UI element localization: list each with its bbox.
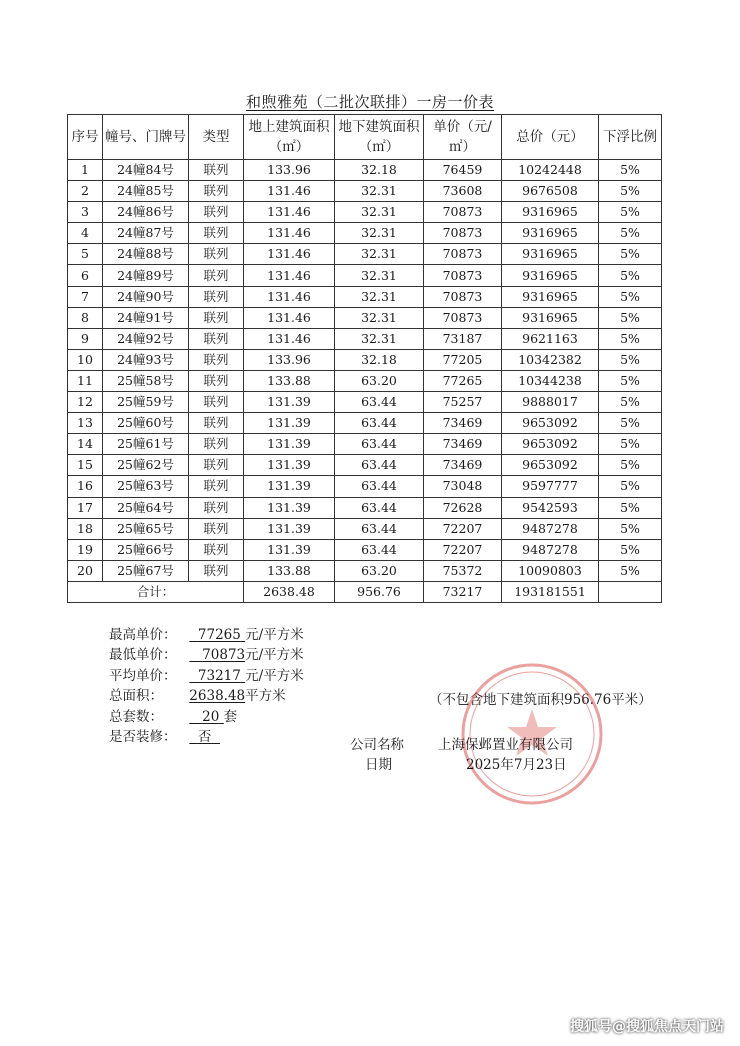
cell-row-number: 17 [68, 497, 103, 518]
summary-value: 70873 [202, 647, 246, 664]
cell-row-number: 10 [68, 349, 103, 370]
cell-above-ground-area: 131.46 [244, 265, 335, 286]
cell-below-ground-area: 63.44 [335, 392, 424, 413]
price-table [67, 114, 662, 603]
table-row [68, 160, 662, 181]
cell-above-ground-area: 131.46 [244, 223, 335, 244]
cell-below-ground-area: 63.20 [335, 560, 424, 581]
cell-row-number: 6 [68, 265, 103, 286]
cell-below-ground-area: 63.20 [335, 370, 424, 391]
cell-unit-number: 24幢93号 [103, 349, 189, 370]
cell-unit-price: 75372 [424, 560, 502, 581]
cell-unit-number: 24幢91号 [103, 307, 189, 328]
cell-above-ground-area: 131.46 [244, 286, 335, 307]
cell-above-ground-area: 131.46 [244, 328, 335, 349]
summary-unit: 套 [223, 708, 238, 725]
cell-unit-number: 25幢63号 [103, 476, 189, 497]
cell-below-ground-area: 63.44 [335, 434, 424, 455]
document-title [0, 91, 740, 112]
cell-unit-number: 24幢89号 [103, 265, 189, 286]
header-cell: 总价（元） [502, 115, 599, 160]
cell-above-ground-area: 133.96 [244, 349, 335, 370]
cell-below-ground-area: 63.44 [335, 413, 424, 434]
table-row [68, 413, 662, 434]
cell-discount-rate: 5% [599, 560, 662, 581]
summary-total-area [109, 686, 304, 706]
cell-row-number: 7 [68, 286, 103, 307]
summary-label: 平均单价： [109, 667, 177, 684]
cell-total-price: 10342382 [502, 349, 599, 370]
cell-unit-price: 77205 [424, 349, 502, 370]
cell-unit-number: 25幢67号 [103, 560, 189, 581]
cell-discount-rate: 5% [599, 392, 662, 413]
cell-total-price: 9487278 [502, 539, 599, 560]
cell-unit-number: 24幢90号 [103, 286, 189, 307]
cell-discount-rate: 5% [599, 181, 662, 202]
cell-unit-number: 25幢64号 [103, 497, 189, 518]
table-row [68, 286, 662, 307]
cell-unit-price: 70873 [424, 265, 502, 286]
cell-above-ground-area: 133.88 [244, 560, 335, 581]
area-note: （不包含地下建筑面积956.76平米） [429, 692, 652, 708]
cell-unit-price: 73469 [424, 455, 502, 476]
cell-below-ground-area: 32.31 [335, 307, 424, 328]
totals-discount [599, 581, 662, 602]
table-row [68, 307, 662, 328]
cell-row-number: 15 [68, 455, 103, 476]
cell-unit-price: 70873 [424, 286, 502, 307]
cell-unit-type: 联列 [189, 202, 244, 223]
table-row [68, 244, 662, 265]
summary-decorated [109, 727, 304, 747]
cell-discount-rate: 5% [599, 349, 662, 370]
cell-total-price: 9653092 [502, 434, 599, 455]
cell-total-price: 9676508 [502, 181, 599, 202]
cell-above-ground-area: 131.39 [244, 455, 335, 476]
cell-unit-number: 25幢66号 [103, 539, 189, 560]
cell-row-number: 11 [68, 370, 103, 391]
cell-unit-type: 联列 [189, 434, 244, 455]
cell-discount-rate: 5% [599, 476, 662, 497]
cell-unit-type: 联列 [189, 244, 244, 265]
cell-below-ground-area: 63.44 [335, 476, 424, 497]
cell-below-ground-area: 32.31 [335, 286, 424, 307]
cell-above-ground-area: 131.46 [244, 307, 335, 328]
summary-avg-price [109, 666, 304, 686]
summary-label: 最高单价： [109, 627, 177, 643]
cell-discount-rate: 5% [599, 307, 662, 328]
cell-discount-rate: 5% [599, 370, 662, 391]
totals-unit-price: 73217 [424, 581, 502, 602]
header-cell: 类型 [189, 115, 244, 160]
cell-above-ground-area: 131.46 [244, 244, 335, 265]
table-header-row [68, 115, 662, 160]
cell-above-ground-area: 133.96 [244, 160, 335, 181]
header-cell: 下浮比例 [599, 115, 662, 160]
cell-total-price: 9653092 [502, 413, 599, 434]
cell-above-ground-area: 131.39 [244, 539, 335, 560]
table-row [68, 349, 662, 370]
summary-value: 77265 [197, 627, 241, 643]
header-cell: 单价（元/㎡） [424, 115, 502, 160]
cell-discount-rate: 5% [599, 244, 662, 265]
cell-below-ground-area: 32.18 [335, 160, 424, 181]
cell-unit-number: 25幢62号 [103, 455, 189, 476]
cell-discount-rate: 5% [599, 497, 662, 518]
cell-row-number: 16 [68, 476, 103, 497]
cell-unit-price: 75257 [424, 392, 502, 413]
table-row [68, 560, 662, 581]
table-row [68, 539, 662, 560]
header-cell: 地下建筑面积（㎡） [335, 115, 424, 160]
cell-above-ground-area: 131.39 [244, 518, 335, 539]
cell-unit-type: 联列 [189, 181, 244, 202]
table-row [68, 455, 662, 476]
totals-below-area: 956.76 [335, 581, 424, 602]
cell-unit-price: 70873 [424, 223, 502, 244]
cell-unit-type: 联列 [189, 265, 244, 286]
cell-unit-type: 联列 [189, 518, 244, 539]
cell-above-ground-area: 131.39 [244, 476, 335, 497]
cell-unit-type: 联列 [189, 413, 244, 434]
cell-unit-number: 25幢60号 [103, 413, 189, 434]
cell-above-ground-area: 131.46 [244, 202, 335, 223]
cell-below-ground-area: 32.31 [335, 265, 424, 286]
cell-unit-number: 24幢85号 [103, 181, 189, 202]
table-row [68, 370, 662, 391]
cell-above-ground-area: 131.39 [244, 434, 335, 455]
cell-above-ground-area: 133.88 [244, 370, 335, 391]
cell-above-ground-area: 131.39 [244, 497, 335, 518]
cell-unit-number: 25幢58号 [103, 370, 189, 391]
totals-total-price: 193181551 [502, 581, 599, 602]
table-row [68, 476, 662, 497]
table-row [68, 328, 662, 349]
totals-row [68, 581, 662, 602]
cell-discount-rate: 5% [599, 434, 662, 455]
summary-max-price [109, 625, 304, 645]
cell-total-price: 9316965 [502, 265, 599, 286]
cell-unit-type: 联列 [189, 307, 244, 328]
cell-below-ground-area: 32.31 [335, 223, 424, 244]
cell-unit-price: 77265 [424, 370, 502, 391]
cell-total-price: 10344238 [502, 370, 599, 391]
header-cell: 地上建筑面积（㎡） [244, 115, 335, 160]
cell-total-price: 9597777 [502, 476, 599, 497]
cell-unit-number: 25幢65号 [103, 518, 189, 539]
cell-unit-price: 73048 [424, 476, 502, 497]
cell-below-ground-area: 32.31 [335, 328, 424, 349]
cell-below-ground-area: 63.44 [335, 539, 424, 560]
cell-below-ground-area: 32.18 [335, 349, 424, 370]
cell-row-number: 8 [68, 307, 103, 328]
cell-total-price: 9316965 [502, 307, 599, 328]
table-row [68, 223, 662, 244]
cell-discount-rate: 5% [599, 286, 662, 307]
summary-value: 否 [197, 728, 212, 745]
table-row [68, 202, 662, 223]
cell-total-price: 9316965 [502, 202, 599, 223]
cell-above-ground-area: 131.46 [244, 181, 335, 202]
cell-discount-rate: 5% [599, 455, 662, 476]
summary-label: 是否装修： [109, 728, 177, 745]
cell-row-number: 4 [68, 223, 103, 244]
source-watermark: 搜狐号@搜狐焦点天门站 [570, 1019, 724, 1035]
cell-unit-number: 24幢88号 [103, 244, 189, 265]
cell-discount-rate: 5% [599, 539, 662, 560]
cell-below-ground-area: 32.31 [335, 202, 424, 223]
summary-unit: 元/平方米 [245, 627, 304, 643]
company-label: 公司名称 [350, 737, 404, 753]
cell-total-price: 9316965 [502, 286, 599, 307]
company-name: 上海保邺置业有限公司 [438, 737, 573, 753]
cell-row-number: 12 [68, 392, 103, 413]
cell-discount-rate: 5% [599, 328, 662, 349]
cell-total-price: 9316965 [502, 223, 599, 244]
cell-row-number: 3 [68, 202, 103, 223]
cell-unit-number: 25幢59号 [103, 392, 189, 413]
cell-discount-rate: 5% [599, 265, 662, 286]
cell-row-number: 18 [68, 518, 103, 539]
cell-unit-price: 70873 [424, 307, 502, 328]
cell-discount-rate: 5% [599, 160, 662, 181]
cell-unit-price: 73469 [424, 413, 502, 434]
cell-unit-type: 联列 [189, 328, 244, 349]
cell-row-number: 2 [68, 181, 103, 202]
cell-total-price: 10090803 [502, 560, 599, 581]
header-cell: 序号 [68, 115, 103, 160]
cell-total-price: 10242448 [502, 160, 599, 181]
cell-unit-price: 70873 [424, 244, 502, 265]
cell-unit-type: 联列 [189, 392, 244, 413]
totals-above-area: 2638.48 [244, 581, 335, 602]
cell-row-number: 9 [68, 328, 103, 349]
cell-unit-number: 24幢86号 [103, 202, 189, 223]
cell-unit-type: 联列 [189, 476, 244, 497]
table-row [68, 265, 662, 286]
cell-unit-price: 73608 [424, 181, 502, 202]
table-body [68, 160, 662, 582]
cell-unit-price: 72207 [424, 539, 502, 560]
cell-discount-rate: 5% [599, 223, 662, 244]
cell-row-number: 1 [68, 160, 103, 181]
cell-total-price: 9316965 [502, 244, 599, 265]
summary-value: 20 [202, 708, 220, 725]
cell-row-number: 19 [68, 539, 103, 560]
cell-unit-price: 73469 [424, 434, 502, 455]
header-cell: 幢号、门牌号 [103, 115, 189, 160]
cell-discount-rate: 5% [599, 413, 662, 434]
cell-row-number: 20 [68, 560, 103, 581]
cell-unit-type: 联列 [189, 497, 244, 518]
summary-value: 2638.48 [189, 688, 246, 705]
cell-total-price: 9888017 [502, 392, 599, 413]
cell-unit-number: 25幢61号 [103, 434, 189, 455]
summary-min-price [109, 645, 304, 665]
summary-total-units [109, 707, 304, 727]
cell-below-ground-area: 63.44 [335, 497, 424, 518]
cell-unit-price: 70873 [424, 202, 502, 223]
date-value: 2025年7月23日 [466, 757, 567, 773]
cell-above-ground-area: 131.39 [244, 413, 335, 434]
cell-row-number: 5 [68, 244, 103, 265]
summary-label: 总面积： [109, 688, 163, 705]
cell-unit-type: 联列 [189, 455, 244, 476]
cell-below-ground-area: 32.31 [335, 244, 424, 265]
cell-unit-type: 联列 [189, 286, 244, 307]
cell-row-number: 14 [68, 434, 103, 455]
table-row [68, 392, 662, 413]
cell-unit-type: 联列 [189, 160, 244, 181]
cell-below-ground-area: 32.31 [335, 181, 424, 202]
cell-unit-type: 联列 [189, 223, 244, 244]
cell-unit-type: 联列 [189, 370, 244, 391]
summary-label: 总套数： [109, 708, 163, 725]
cell-total-price: 9542593 [502, 497, 599, 518]
summary-value: 73217 [197, 667, 241, 684]
cell-unit-number: 24幢87号 [103, 223, 189, 244]
cell-unit-type: 联列 [189, 349, 244, 370]
cell-discount-rate: 5% [599, 518, 662, 539]
cell-unit-price: 72207 [424, 518, 502, 539]
table-row [68, 497, 662, 518]
summary-unit: 平方米 [245, 688, 286, 705]
cell-unit-type: 联列 [189, 560, 244, 581]
cell-below-ground-area: 63.44 [335, 455, 424, 476]
cell-total-price: 9621163 [502, 328, 599, 349]
cell-unit-price: 72628 [424, 497, 502, 518]
summary-unit: 元/平方米 [245, 647, 304, 664]
table-row [68, 518, 662, 539]
cell-unit-number: 24幢92号 [103, 328, 189, 349]
summary-block [109, 625, 304, 747]
totals-label: 合计： [68, 581, 244, 602]
table-row [68, 181, 662, 202]
cell-discount-rate: 5% [599, 202, 662, 223]
table-row [68, 434, 662, 455]
date-label: 日期 [365, 757, 392, 773]
summary-unit: 元/平方米 [245, 667, 304, 684]
cell-above-ground-area: 131.39 [244, 392, 335, 413]
cell-unit-price: 73187 [424, 328, 502, 349]
document-title-text: 和煦雅苑（二批次联排）一房一价表 [245, 93, 494, 111]
cell-total-price: 9487278 [502, 518, 599, 539]
cell-unit-price: 76459 [424, 160, 502, 181]
cell-total-price: 9653092 [502, 455, 599, 476]
cell-unit-type: 联列 [189, 539, 244, 560]
cell-below-ground-area: 63.44 [335, 518, 424, 539]
summary-label: 最低单价： [109, 647, 177, 664]
cell-unit-number: 24幢84号 [103, 160, 189, 181]
cell-row-number: 13 [68, 413, 103, 434]
